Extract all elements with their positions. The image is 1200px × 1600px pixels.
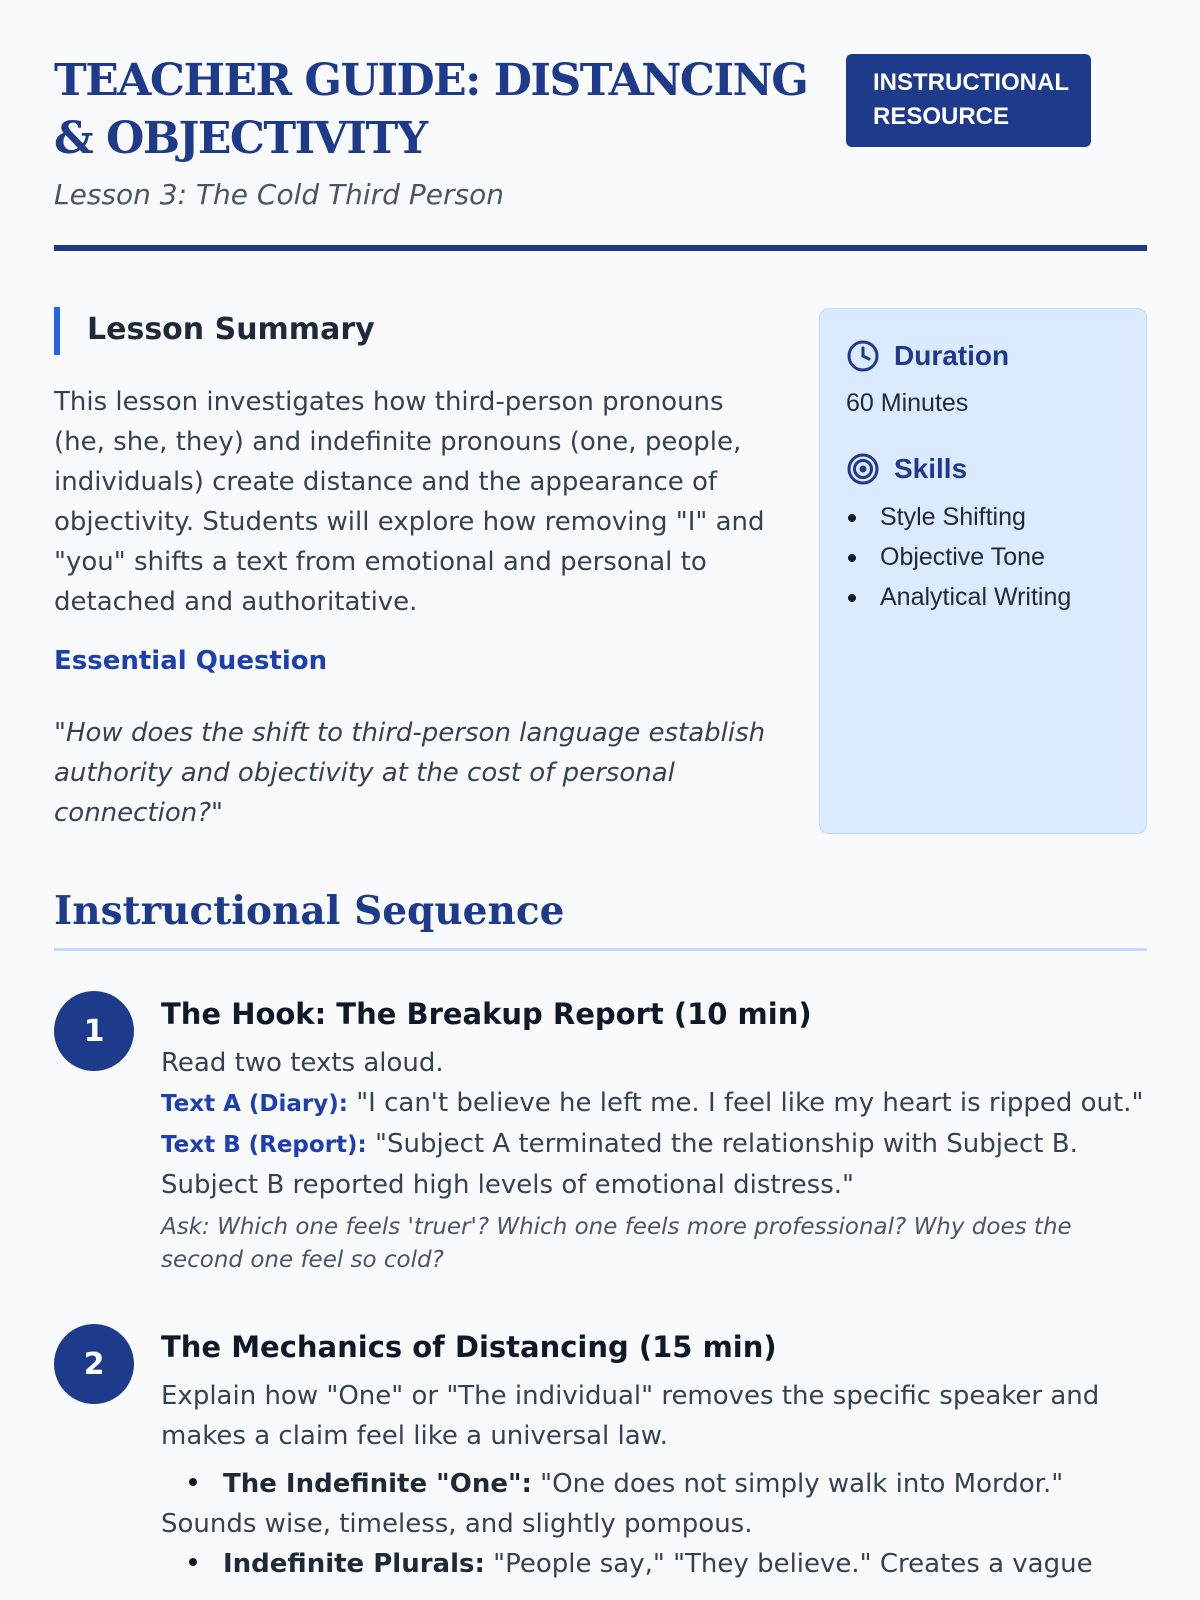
- skills-heading: [846, 452, 967, 486]
- bullet-label: The Indefinite "One":: [223, 1469, 532, 1499]
- step-number-badge: 2: [54, 1324, 134, 1404]
- bullet-text: "People say," "They believe." Creates a vague: [484, 1549, 1093, 1579]
- bullet-dot: [189, 1558, 197, 1566]
- target-icon: [846, 452, 880, 486]
- text-b-label: Text B (Report):: [161, 1132, 367, 1158]
- clock-icon: [846, 339, 880, 373]
- text-a-quote: "I can't believe he left me. I feel like my heart is ripped out.": [347, 1088, 1144, 1118]
- essential-question-label: Essential Question: [54, 646, 328, 676]
- duration-value: 60 Minutes: [846, 389, 969, 417]
- text-a-line: [161, 1083, 1147, 1124]
- step-title: The Hook: The Breakup Report (10 min): [161, 997, 812, 1031]
- distancing-bullets: [161, 1464, 1147, 1584]
- resource-badge: INSTRUCTIONAL RESOURCE: [846, 54, 1091, 147]
- text-a-label: Text A (Diary):: [161, 1091, 348, 1117]
- step-number-badge: 1: [54, 991, 134, 1071]
- summary-heading: Lesson Summary: [54, 307, 375, 355]
- essential-question-text: "How does the shift to third-person language establish authority and objectivity at the cost of personal connection?": [54, 718, 766, 828]
- sequence-divider: [54, 948, 1147, 951]
- bullet-label: Indefinite Plurals:: [223, 1549, 485, 1579]
- bullet-item: [161, 1464, 1147, 1544]
- lesson-subtitle: Lesson 3: The Cold Third Person: [54, 178, 504, 211]
- lesson-info-card: [819, 308, 1147, 834]
- text-b-quote: "Subject A terminated the relationship with Subject B. Subject B reported high levels of emotional distress.": [161, 1129, 1078, 1200]
- step-intro: Explain how "One" or "The individual" removes the specific speaker and makes a claim feel like a universal law.: [161, 1381, 1100, 1451]
- step-body: [161, 991, 1147, 1277]
- teacher-guide-page: [54, 0, 1147, 1579]
- bullet-text: "One does not simply walk into Mordor." Sounds wise, timeless, and slightly pompous.: [161, 1469, 1064, 1539]
- skill-item: Objective Tone: [846, 537, 1071, 577]
- text-b-line: [161, 1124, 1147, 1205]
- duration-heading: [846, 339, 1009, 373]
- skill-item: Analytical Writing: [846, 577, 1071, 617]
- header-divider: [54, 245, 1147, 251]
- duration-label: Duration: [894, 340, 1010, 371]
- skills-label: Skills: [894, 453, 968, 484]
- step-intro: Read two texts aloud.: [161, 1048, 444, 1078]
- bullet-item: [161, 1544, 1147, 1584]
- page-title: TEACHER GUIDE: DISTANCING & OBJECTIVITY: [54, 55, 808, 164]
- skill-item: Style Shifting: [846, 497, 1071, 537]
- bullet-dot: [189, 1478, 197, 1486]
- step-title: The Mechanics of Distancing (15 min): [161, 1330, 777, 1364]
- lesson-summary-section: [54, 254, 1147, 839]
- skills-list: [846, 497, 1071, 617]
- discussion-prompt: Ask: Which one feels 'truer'? Which one feels more professional? Why does the second one feel so cold?: [161, 1214, 1072, 1273]
- summary-text: This lesson investigates how third-person pronouns (he, she, they) and indefinite pronouns (one, people, individuals) create distance and the appearance of objectivity. Students will explore how removing "I" and "you" shifts a text from emotional and personal to detached and authoritative.: [54, 387, 765, 617]
- step-body: [161, 1324, 1147, 1584]
- guide-header: [54, 0, 1147, 254]
- sequence-title: Instructional Sequence: [54, 888, 565, 934]
